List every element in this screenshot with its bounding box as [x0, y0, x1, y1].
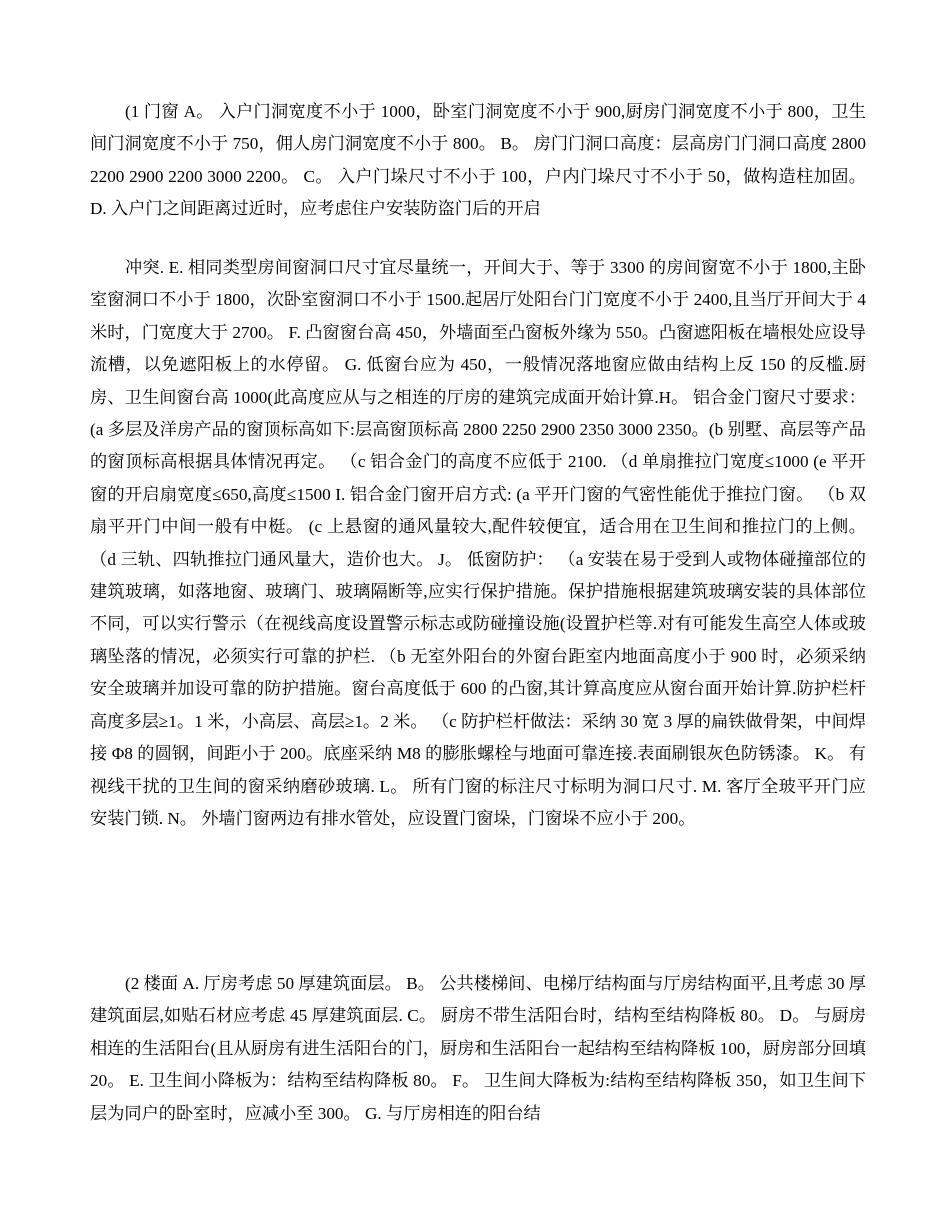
paragraph-doors-windows-intro: (1 门窗 A。 入户门洞宽度不小于 1000，卧室门洞宽度不小于 900,厨房门洞宽度不小于 800，卫生间门洞宽度不小于 750，佣人房门洞宽度不小于 800。 B。 房门门洞口高度：层高房门门洞口高度 2800 2200 2900 2200 3000 2200。 C。 入户门垛尺寸不小于 100，户内门垛尺寸不小于 50，做构造柱加固。 D. 入户门之间距离过近时，应考虑住户安装防盗门后的开启: [90, 102, 866, 219]
paragraph-doors-windows-continued: 冲突. E. 相同类型房间窗洞口尺寸宜尽量统一，开间大于、等于 3300 的房间窗宽不小于 1800,主卧室窗洞口不小于 1800，次卧室窗洞口不小于 1500.起居厅处阳台门门宽度不小于 2400,且当厅开间大于 4 米时，门宽度大于 2700。 F. 凸窗窗台高 450，外墙面至凸窗板外缘为 550。凸窗遮阳板在墙根处应设导流槽，以免遮阳板上的水停留。 G. 低窗台应为 450，一般情况落地窗应做由结构上反 150 的反槛.厨房、卫生间窗台高 1000(此高度应从与之相连的厅房的建筑完成面开始计算.H。 铝合金门窗尺寸要求： (a 多层及洋房产品的窗顶标高如下:层高窗顶标高 2800 2250 2900 2350 3000 2350。(b 别墅、高层等产品的窗顶标高根据具体情况再定。 （c 铝合金门的高度不应低于 2100. （d 单扇推拉门宽度≤1000 (e 平开窗的开启扇宽度≤650,高度≤1500 I. 铝合金门窗开启方式: (a 平开门窗的气密性能优于推拉门窗。 （b 双扇平开门中间一般有中梃。 (c 上悬窗的通风量较大,配件较便宜，适合用在卫生间和推拉门的上侧。 （d 三轨、四轨推拉门通风量大，造价也大。 J。 低窗防护： （a 安装在易于受到人或物体碰撞部位的建筑玻璃，如落地窗、玻璃门、玻璃隔断等,应实行保护措施。保护措施根据建筑玻璃安装的具体部位不同，可以实行警示（在视线高度设置警示标志或防碰撞设施(设置护栏等.对有可能发生高空人体或玻璃坠落的情况，必须实行可靠的护栏. （b 无室外阳台的外窗台距室内地面高度小于 900 时，必须采纳安全玻璃并加设可靠的防护措施。窗台高度低于 600 的凸窗,其计算高度应从窗台面开始计算.防护栏杆高度多层≥1。1 米，小高层、高层≥1。2 米。 （c 防护栏杆做法：采纳 30 宽 3 厚的扁铁做骨架，中间焊接 Φ8 的圆钢，间距小于 200。底座采纳 M8 的膨胀螺栓与地面可靠连接.表面刷银灰色防锈漆。 K。 有视线干扰的卫生间的窗采纳磨砂玻璃. L。 所有门窗的标注尺寸标明为洞口尺寸. M. 客厅全玻平开门应安装门锁. N。 外墙门窗两边有排水管处，应设置门窗垛，门窗垛不应小于 200。: [90, 258, 866, 828]
paragraph-floors: (2 楼面 A. 厅房考虑 50 厚建筑面层。 B。 公共楼梯间、电梯厅结构面与厅房结构面平,且考虑 30 厚建筑面层,如贴石材应考虑 45 厚建筑面层. C。 厨房不带生活阳台时，结构至结构降板 80。 D。 与厨房相连的生活阳台(且从厨房有进生活阳台的门，厨房和生活阳台一起结构至结构降板 100，厨房部分回填 20。 E. 卫生间小降板为：结构至结构降板 80。 F。 卫生间大降板为:结构至结构降板 350，如卫生间下层为同户的卧室时，应减小至 300。 G. 与厅房相连的阳台结: [90, 974, 866, 1123]
